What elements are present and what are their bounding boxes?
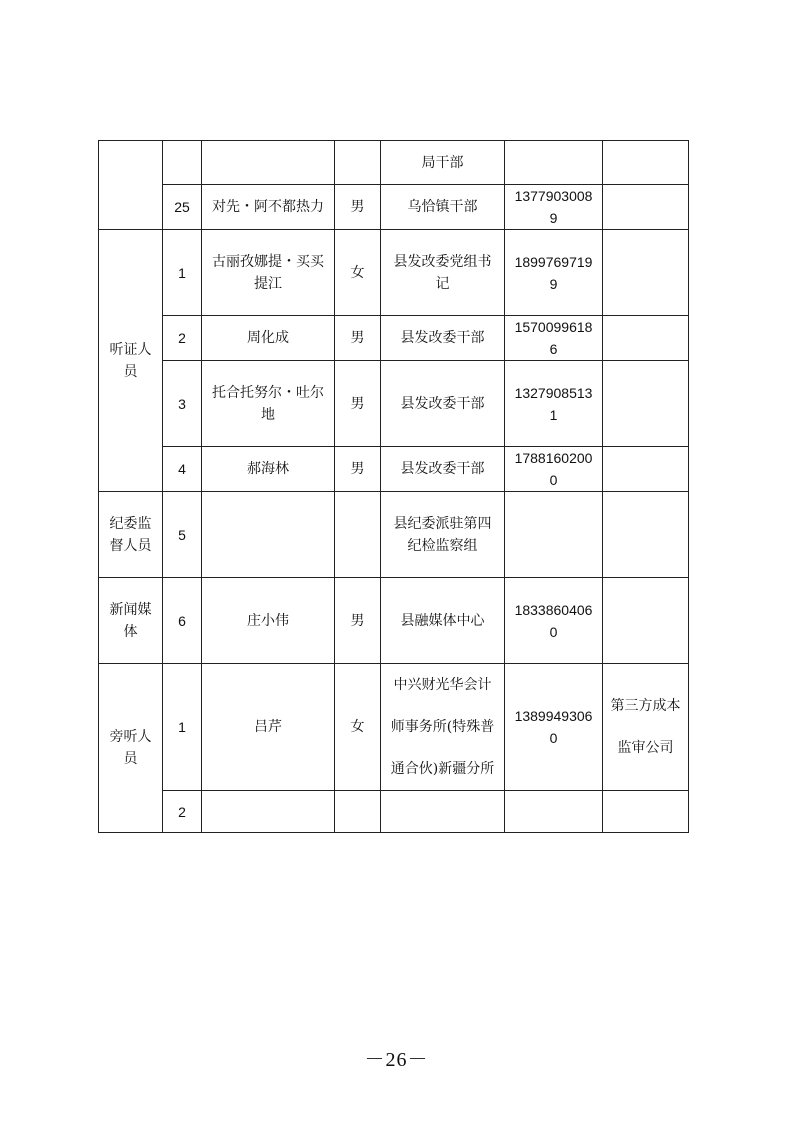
person-position: 县发改委干部 (381, 447, 505, 492)
person-phone: 18338604060 (505, 578, 603, 664)
page-number: －26－ (364, 1049, 429, 1071)
person-position: 县发改委干部 (381, 316, 505, 361)
person-note (603, 230, 689, 316)
table-row (99, 447, 689, 492)
person-name (202, 492, 335, 578)
row-number: 4 (163, 447, 202, 492)
person-name: 对先・阿不都热力 (202, 185, 335, 230)
person-position: 县发改委党组书记 (381, 230, 505, 316)
person-gender: 男 (335, 361, 381, 447)
person-note (603, 447, 689, 492)
row-number: 2 (163, 791, 202, 833)
person-phone: 13779030089 (505, 185, 603, 230)
person-phone (505, 492, 603, 578)
participant-table (98, 140, 689, 833)
row-number: 5 (163, 492, 202, 578)
person-name (202, 791, 335, 833)
person-name: 周化成 (202, 316, 335, 361)
table-row (99, 185, 689, 230)
category-observer: 旁听人员 (99, 664, 163, 833)
category-media: 新闻媒体 (99, 578, 163, 664)
person-note (603, 316, 689, 361)
person-phone (505, 791, 603, 833)
person-name (202, 141, 335, 185)
person-name: 托合托努尔・吐尔地 (202, 361, 335, 447)
row-number (163, 141, 202, 185)
person-position: 县融媒体中心 (381, 578, 505, 664)
person-phone: 15700996186 (505, 316, 603, 361)
person-position: 局干部 (381, 141, 505, 185)
person-position (381, 791, 505, 833)
table-row (99, 664, 689, 791)
person-gender (335, 791, 381, 833)
person-position: 县发改委干部 (381, 361, 505, 447)
row-number: 6 (163, 578, 202, 664)
person-gender: 男 (335, 316, 381, 361)
person-name: 庄小伟 (202, 578, 335, 664)
person-position: 县纪委派驻第四纪检监察组 (381, 492, 505, 578)
person-note (603, 578, 689, 664)
table-row (99, 791, 689, 833)
person-name: 吕芹 (202, 664, 335, 791)
table-row (99, 361, 689, 447)
table-row (99, 230, 689, 316)
person-gender (335, 492, 381, 578)
person-phone: 13279085131 (505, 361, 603, 447)
person-note: 第三方成本监审公司 (603, 664, 689, 791)
person-note (603, 361, 689, 447)
person-note (603, 492, 689, 578)
row-number: 1 (163, 664, 202, 791)
row-number: 25 (163, 185, 202, 230)
person-position: 乌恰镇干部 (381, 185, 505, 230)
person-phone: 18997697199 (505, 230, 603, 316)
person-name: 郝海林 (202, 447, 335, 492)
person-note (603, 141, 689, 185)
person-position: 中兴财光华会计师事务所(特殊普通合伙)新疆分所 (381, 664, 505, 791)
person-gender: 女 (335, 664, 381, 791)
table-row (99, 316, 689, 361)
row-number: 1 (163, 230, 202, 316)
person-note (603, 791, 689, 833)
row-number: 3 (163, 361, 202, 447)
person-phone: 17881602000 (505, 447, 603, 492)
category-discipline: 纪委监督人员 (99, 492, 163, 578)
person-gender: 男 (335, 578, 381, 664)
table-row (99, 141, 689, 185)
person-gender: 男 (335, 185, 381, 230)
person-gender: 女 (335, 230, 381, 316)
person-phone (505, 141, 603, 185)
person-name: 古丽孜娜提・买买提江 (202, 230, 335, 316)
person-gender (335, 141, 381, 185)
category-cell (99, 141, 163, 230)
person-gender: 男 (335, 447, 381, 492)
row-number: 2 (163, 316, 202, 361)
table-row (99, 492, 689, 578)
category-hearing: 听证人员 (99, 230, 163, 492)
table-row (99, 578, 689, 664)
person-note (603, 185, 689, 230)
person-phone: 13899493060 (505, 664, 603, 791)
